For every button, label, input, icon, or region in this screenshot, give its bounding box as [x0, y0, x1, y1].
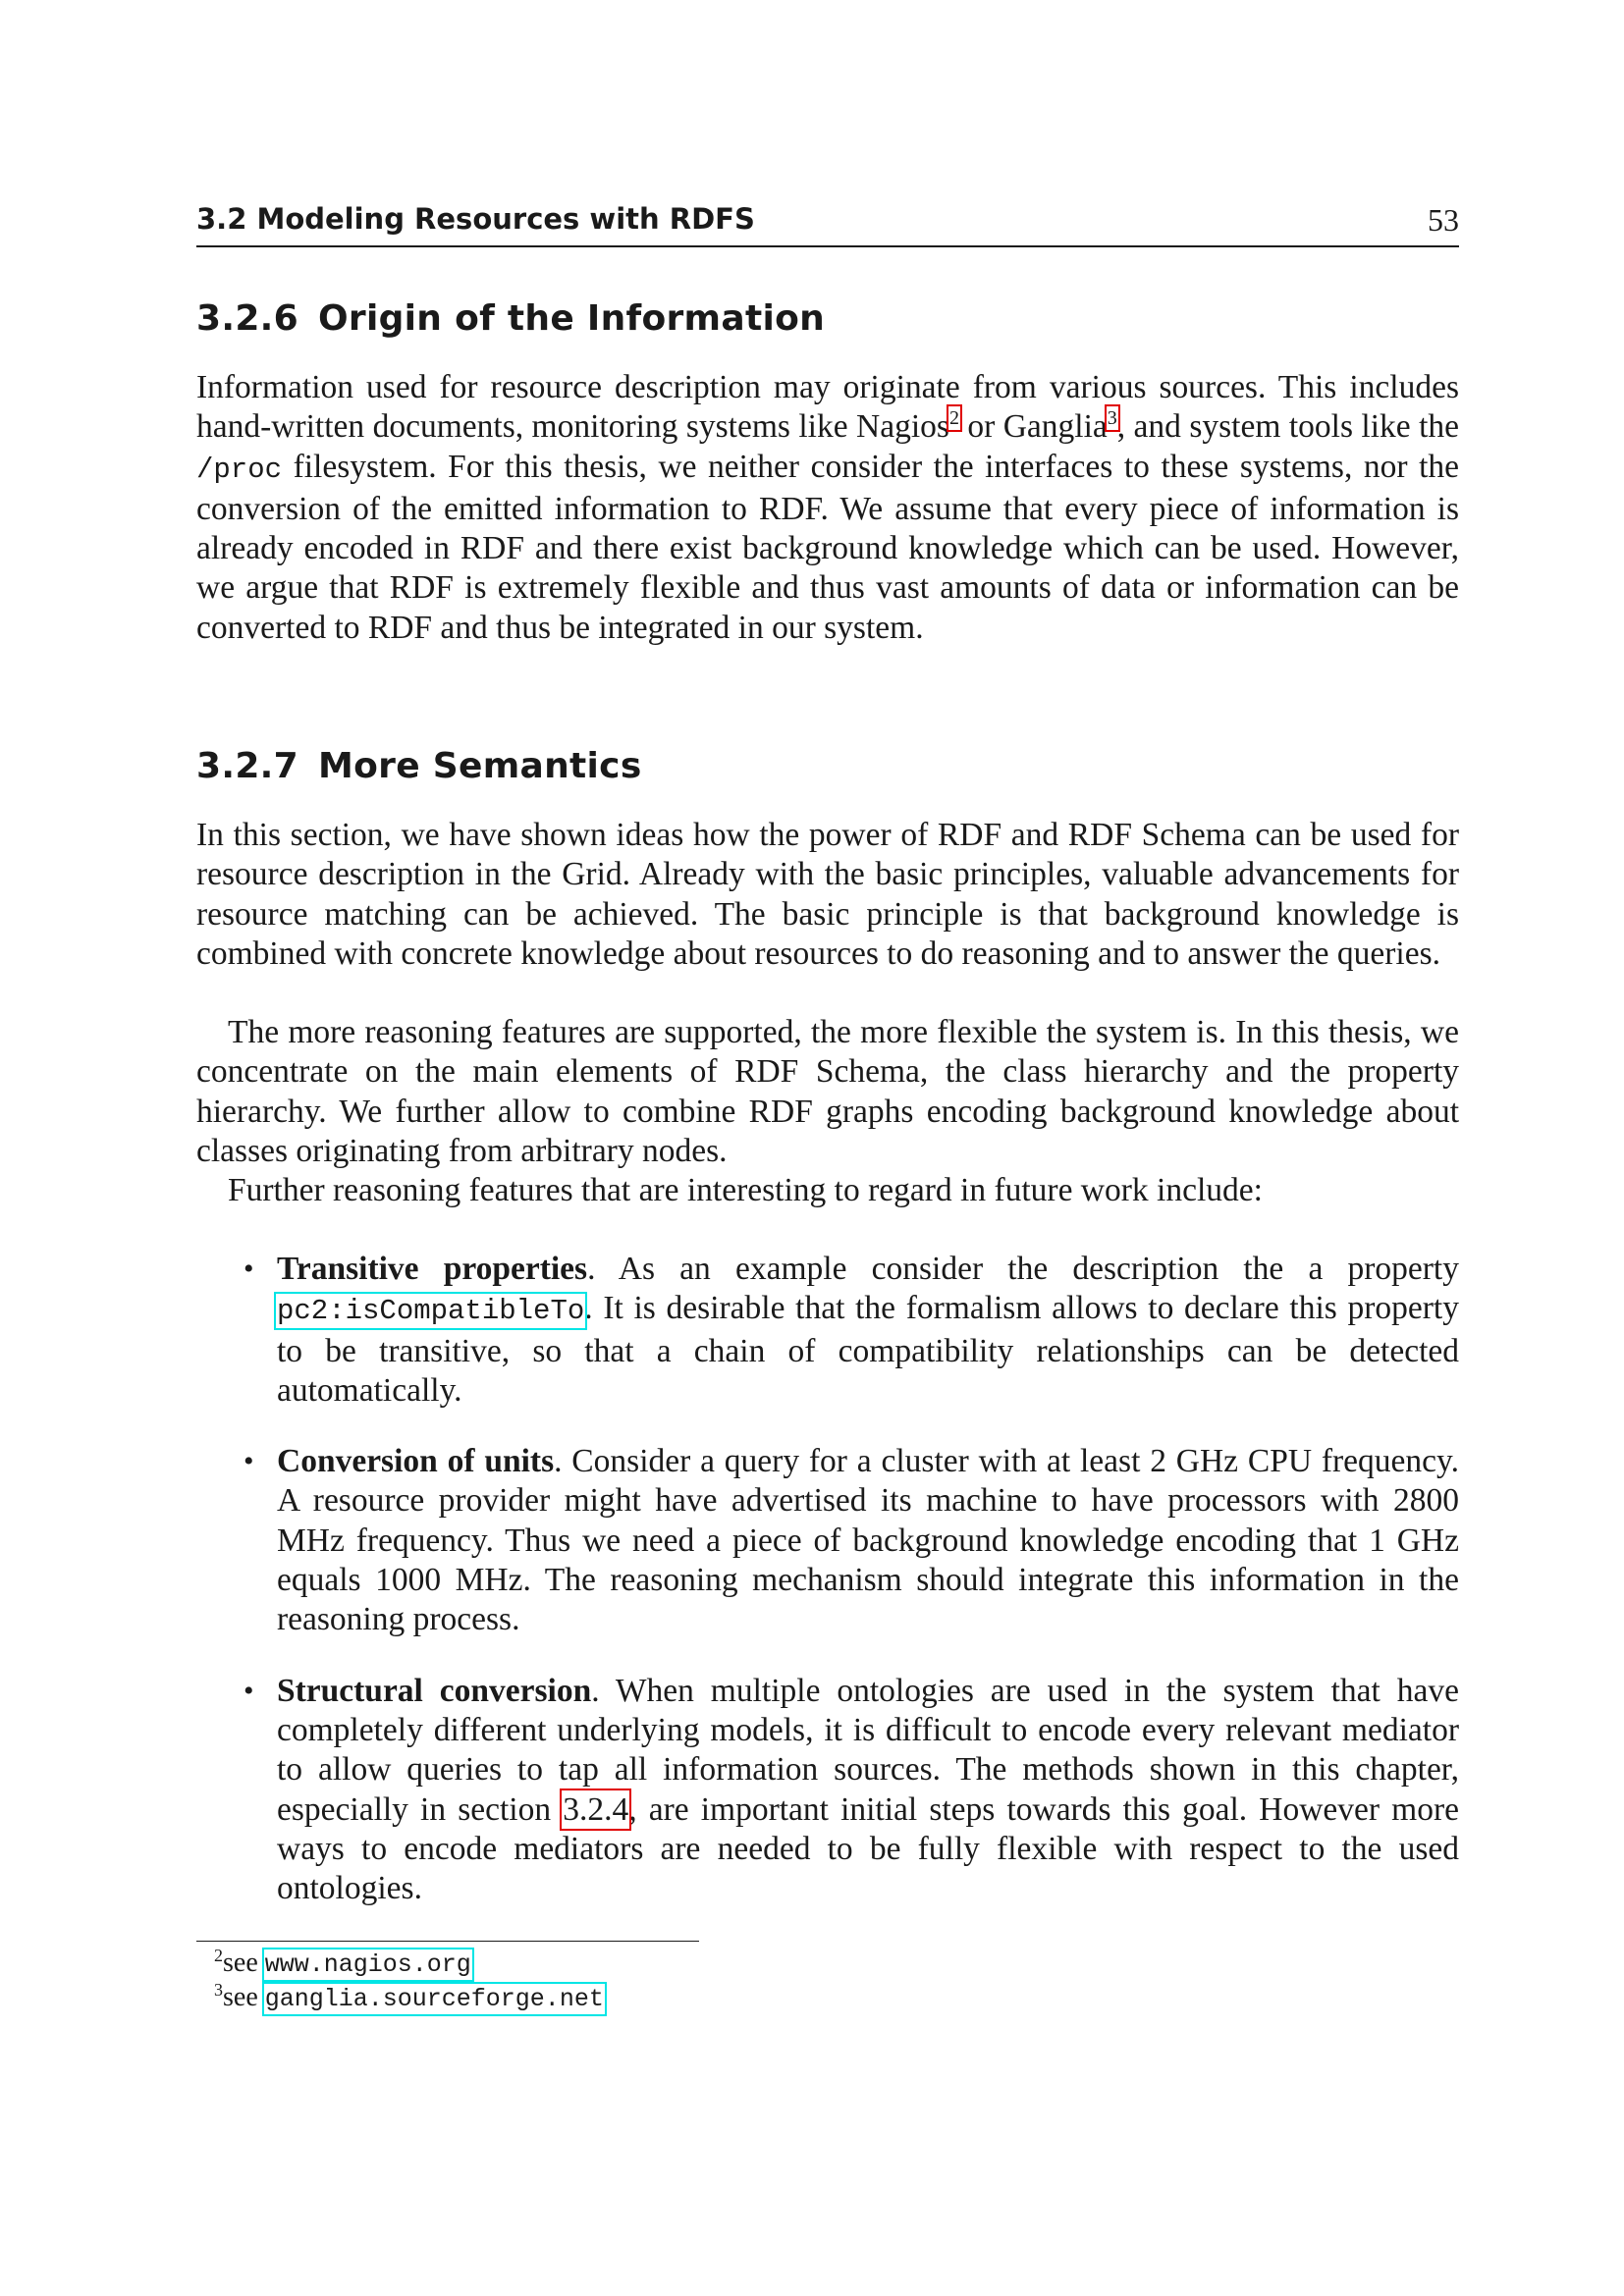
- section-number: 3.2.6: [196, 298, 298, 339]
- bullet-dot: •: [244, 1674, 254, 1707]
- list-item-term: Conversion of units: [277, 1443, 555, 1480]
- text-run: . As an example consider the description the a property: [587, 1251, 1459, 1287]
- bullet-dot: •: [244, 1253, 254, 1285]
- page-number: 53: [1428, 202, 1459, 238]
- text-run: . Consider a query for a cluster with at least 2 GHz CPU frequency. A resource provider might have advertised its machine to have processors with 2800 MHz frequency. Thus we need a piece of background knowledge encoding that 1 GHz equals 1000 MHz. The reasoning mechanism should integrate this information in the reasoning process.: [277, 1443, 1459, 1638]
- page: [196, 0, 1459, 2296]
- text-run: Information used for resource description may originate from various sources. This includes hand-written documents, monitoring systems like Nagios: [196, 369, 1459, 446]
- footnote-ref-3[interactable]: 3: [1107, 407, 1117, 430]
- footnote-rule: [196, 1941, 699, 1942]
- text-run: . When multiple ontologies are used in the system that have completely different underlying models, it is difficult to encode every relevant mediator to allow queries to tap all information sources. The methods shown in this chapter, especially in section: [277, 1672, 1459, 1828]
- paragraph-origin: [196, 368, 1459, 648]
- text-run: see: [223, 1948, 265, 1978]
- text-run: or Ganglia: [958, 408, 1108, 446]
- paragraph-intro: In this section, we have shown ideas how the power of RDF and RDF Schema can be used for resource description in the Grid. Already with the basic principles, valuable advancements for resource matching can be achieved. The basic principle is that background knowledge is combined with concrete knowledge about resources to do reasoning and to answer the queries.: [196, 817, 1459, 972]
- footnote-url-link[interactable]: www.nagios.org: [264, 1950, 471, 1979]
- list-item: [196, 1250, 1459, 1411]
- code-link[interactable]: pc2:isCompatibleTo: [277, 1295, 585, 1328]
- footnote-3: [214, 1981, 604, 2016]
- text-run: . It is desirable that the formalism allows to declare this property to be transitive, so that a chain of compatibility relationships can be detected automatically.: [277, 1290, 1459, 1409]
- paragraph-future: Further reasoning features that are interesting to regard in future work include:: [228, 1172, 1263, 1208]
- section-number: 3.2.7: [196, 746, 298, 786]
- section-heading-327: [196, 746, 642, 786]
- text-run: filesystem. For this thesis, we neither consider the interfaces to these systems, nor the conversion of the emitted information to RDF. We assume that every piece of information is already encoded in RDF and there exist background knowledge which can be used. However, we argue that RDF is extremely flexible and thus vast amounts of data or information can be converted to RDF and thus be integrated in our system.: [196, 448, 1459, 646]
- section-title: Origin of the Information: [318, 298, 826, 339]
- running-head: [196, 200, 1459, 247]
- footnote-url-link[interactable]: ganglia.sourceforge.net: [264, 1985, 604, 2013]
- section-ref-link[interactable]: 3.2.4: [563, 1790, 629, 1828]
- footnote-2: [214, 1947, 471, 1982]
- footnote-mark: 2: [214, 1946, 223, 1965]
- text-run: see: [223, 1982, 265, 2012]
- feature-list: [196, 1250, 1459, 1908]
- section-heading-326: [196, 298, 825, 339]
- list-item: [196, 1672, 1459, 1909]
- running-head-section: 3.2 Modeling Resources with RDFS: [196, 202, 755, 236]
- footnote-ref-2[interactable]: 2: [948, 407, 959, 430]
- bullet-dot: •: [244, 1445, 254, 1478]
- section-title: More Semantics: [318, 746, 642, 786]
- text-run: , and system tools like the: [1116, 408, 1459, 446]
- inline-code: /proc: [196, 453, 283, 486]
- list-item-term: Transitive properties: [277, 1251, 588, 1287]
- footnote-mark: 3: [214, 1980, 223, 2000]
- text-run: , are important initial steps towards this goal. However more ways to encode mediators are needed to be fully flexible with respect to the used ontologies.: [277, 1790, 1459, 1907]
- list-item-term: Structural conversion: [277, 1672, 592, 1709]
- paragraph-reasoning: The more reasoning features are supported, the more flexible the system is. In this thesis, we concentrate on the main elements of RDF Schema, the class hierarchy and the property hierarchy. We further allow to combine RDF graphs encoding background knowledge about classes originating from arbitrary nodes.: [196, 1014, 1459, 1169]
- list-item: [196, 1442, 1459, 1639]
